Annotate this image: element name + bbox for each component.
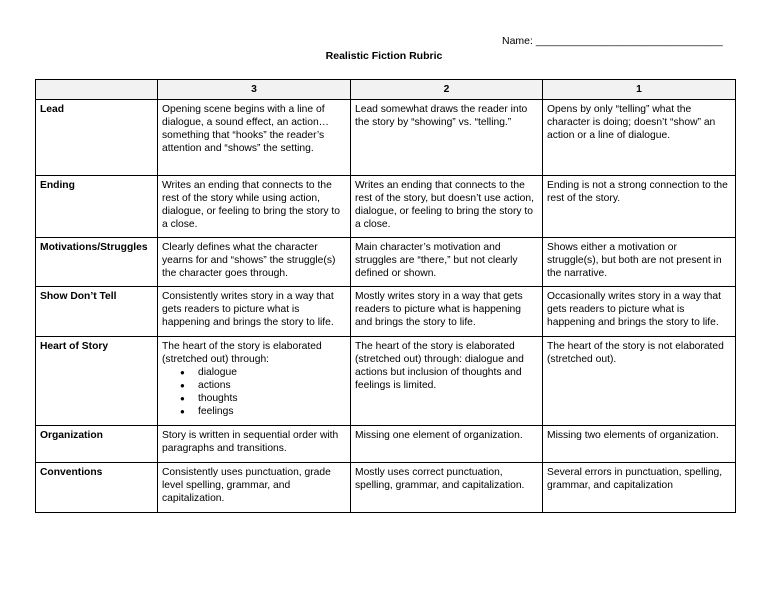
cell-score-2: Writes an ending that connects to the rest of the story, but doesn’t use action, dialogue, or feeling to bring the story to a close. <box>351 176 543 238</box>
bullet-item: ● actions <box>198 379 346 392</box>
cell-score-1: The heart of the story is not elaborated (stretched out). <box>543 337 736 426</box>
cell-score-2: The heart of the story is elaborated (stretched out) through: dialogue and actions but inclusion of thoughts and feelings is limited. <box>351 337 543 426</box>
cell-score-3-text: The heart of the story is elaborated (stretched out) through: <box>162 341 322 365</box>
cell-score-1: Missing two elements of organization. <box>543 426 736 463</box>
header-score-1: 1 <box>543 80 736 100</box>
header-criterion <box>36 80 158 100</box>
criterion-organization: Organization <box>36 426 158 463</box>
cell-score-2: Mostly uses correct punctuation, spelling, grammar, and capitalization. <box>351 463 543 513</box>
name-line <box>502 35 723 47</box>
table-row <box>36 287 736 337</box>
table-row <box>36 337 736 426</box>
bullet-list <box>162 366 346 418</box>
criterion-lead: Lead <box>36 100 158 176</box>
criterion-heart-of-story: Heart of Story <box>36 337 158 426</box>
cell-score-1: Opens by only “telling” what the character is doing; doesn’t “show” an action or a line of dialogue. <box>543 100 736 176</box>
page-title: Realistic Fiction Rubric <box>325 50 443 62</box>
cell-score-2: Lead somewhat draws the reader into the story by “showing” vs. “telling.” <box>351 100 543 176</box>
cell-score-1: Shows either a motivation or struggle(s), but both are not present in the narrative. <box>543 238 736 287</box>
cell-score-3: Consistently writes story in a way that gets readers to picture what is happening and brings the story to life. <box>158 287 351 337</box>
cell-score-3: Opening scene begins with a line of dialogue, a sound effect, an action…something that “hooks” the reader’s attention and “shows” the setting. <box>158 100 351 176</box>
criterion-motivations: Motivations/Struggles <box>36 238 158 287</box>
table-row <box>36 176 736 238</box>
header-score-2: 2 <box>351 80 543 100</box>
cell-score-2: Mostly writes story in a way that gets readers to picture what is happening and brings the story to life. <box>351 287 543 337</box>
bullet-item: ● thoughts <box>198 392 346 405</box>
table-row <box>36 100 736 176</box>
cell-score-2: Main character’s motivation and struggles are “there,” but not clearly defined or shown. <box>351 238 543 287</box>
bullet-item: ● feelings <box>198 405 346 418</box>
cell-score-1: Several errors in punctuation, spelling, grammar, and capitalization <box>543 463 736 513</box>
cell-score-3: Story is written in sequential order with paragraphs and transitions. <box>158 426 351 463</box>
name-label: Name: <box>502 35 533 47</box>
cell-score-3: Writes an ending that connects to the rest of the story while using action, dialogue, or feeling to bring the story to a close. <box>158 176 351 238</box>
criterion-conventions: Conventions <box>36 463 158 513</box>
cell-score-3 <box>158 337 351 426</box>
criterion-show-dont-tell: Show Don’t Tell <box>36 287 158 337</box>
table-row <box>36 463 736 513</box>
cell-score-3: Consistently uses punctuation, grade level spelling, grammar, and capitalization. <box>158 463 351 513</box>
name-blank[interactable]: ________________________________ <box>535 35 723 47</box>
header-row <box>36 80 736 100</box>
cell-score-1: Ending is not a strong connection to the rest of the story. <box>543 176 736 238</box>
header-score-3: 3 <box>158 80 351 100</box>
table-row <box>36 238 736 287</box>
cell-score-2: Missing one element of organization. <box>351 426 543 463</box>
rubric-table <box>35 79 736 513</box>
cell-score-3: Clearly defines what the character yearns for and “shows” the struggle(s) the character goes through. <box>158 238 351 287</box>
cell-score-1: Occasionally writes story in a way that gets readers to picture what is happening and brings the story to life. <box>543 287 736 337</box>
bullet-item: ● dialogue <box>198 366 346 379</box>
table-row <box>36 426 736 463</box>
criterion-ending: Ending <box>36 176 158 238</box>
